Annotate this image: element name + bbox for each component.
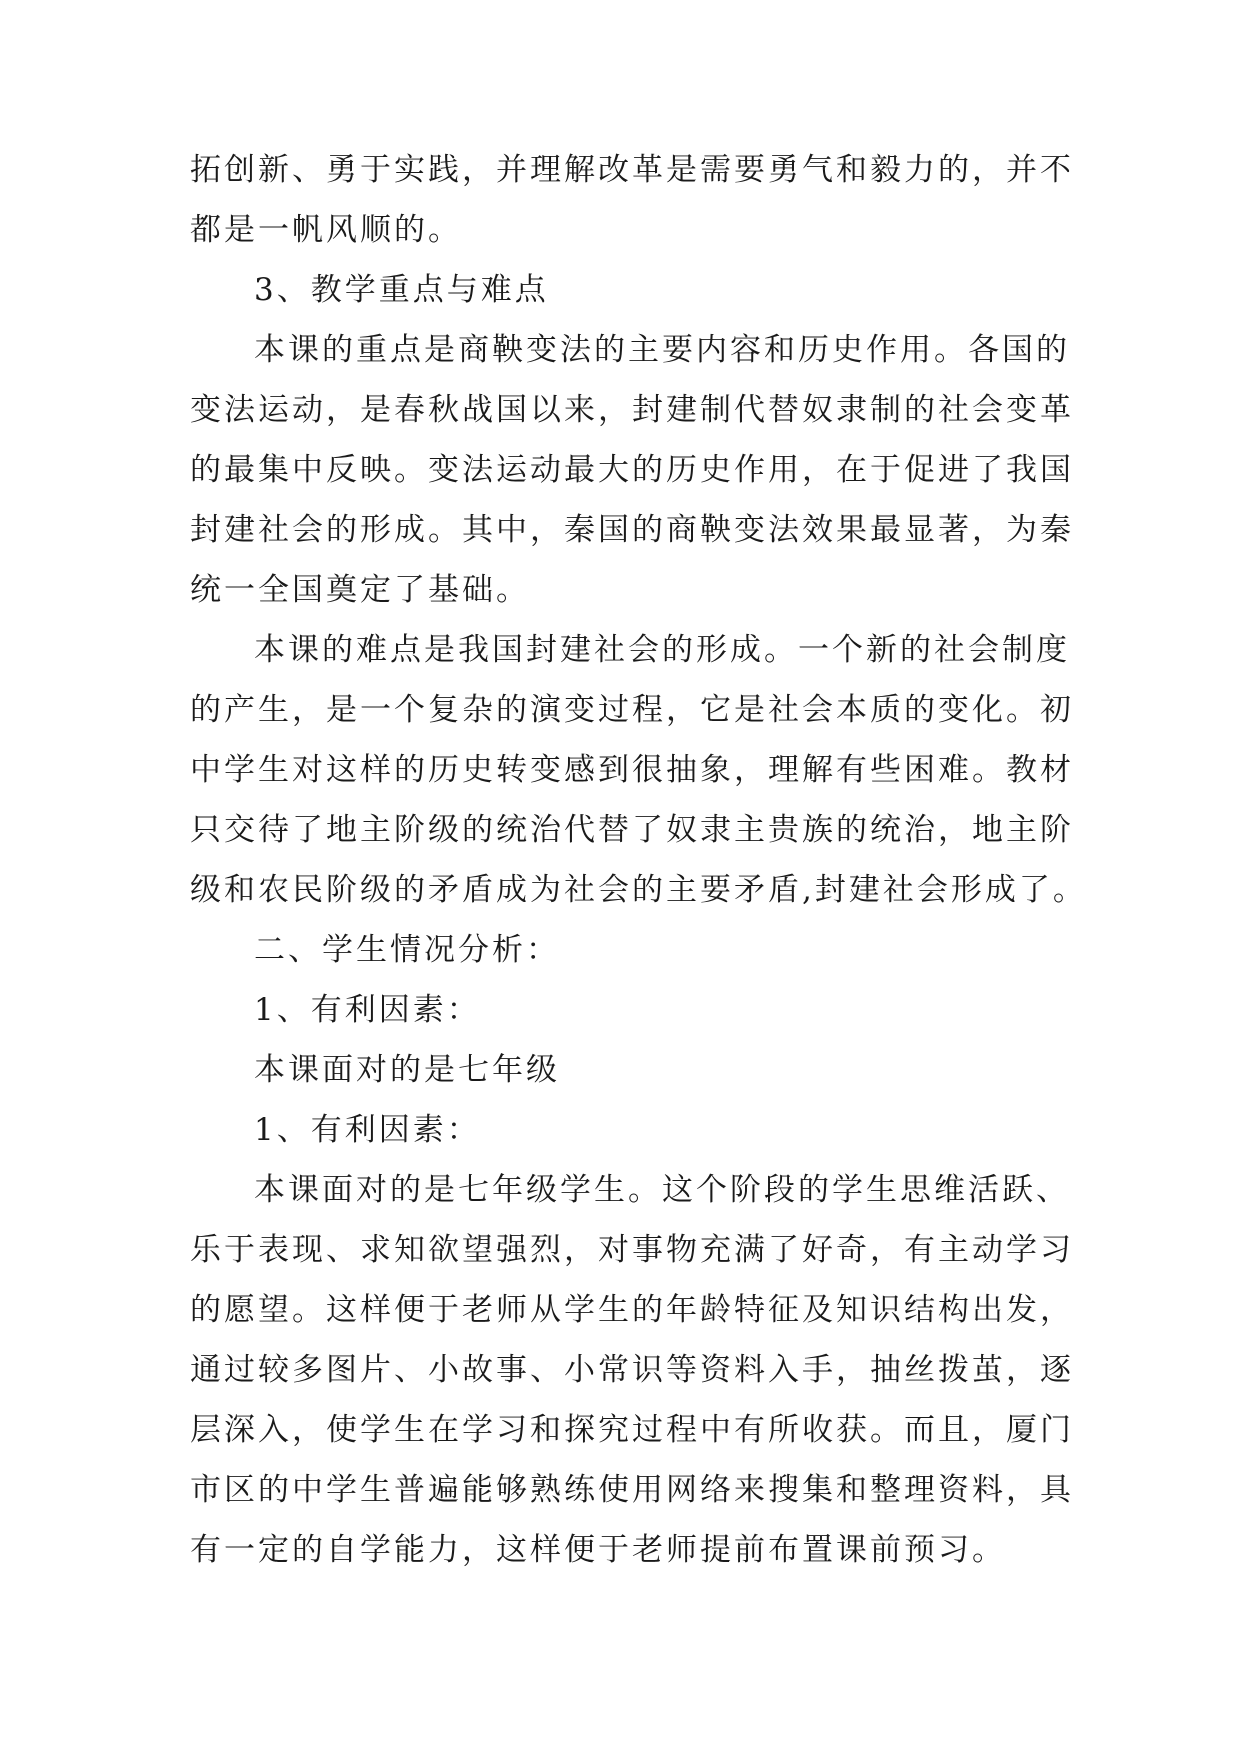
text-line: 层深入，使学生在学习和探究过程中有所收获。而且，厦门 bbox=[190, 1412, 1074, 1448]
text-line: 本课面对的是七年级学生。这个阶段的学生思维活跃、 bbox=[254, 1172, 1070, 1208]
text-line: 乐于表现、求知欲望强烈，对事物充满了好奇，有主动学习 bbox=[190, 1232, 1074, 1268]
subsection-heading: 1、有利因素： bbox=[254, 1112, 481, 1148]
section-heading: 二、学生情况分析： bbox=[254, 932, 560, 968]
text-line: 的愿望。这样便于老师从学生的年龄特征及知识结构出发， bbox=[190, 1292, 1074, 1328]
subsection-heading: 1、有利因素： bbox=[254, 992, 481, 1028]
text-line: 拓创新、勇于实践，并理解改革是需要勇气和毅力的，并不 bbox=[190, 152, 1074, 188]
text-line: 级和农民阶级的矛盾成为社会的主要矛盾,封建社会形成了。 bbox=[190, 872, 1087, 908]
section-heading: 3、教学重点与难点 bbox=[254, 272, 549, 308]
text-line: 封建社会的形成。其中，秦国的商鞅变法效果最显著，为秦 bbox=[190, 512, 1074, 548]
text-line: 的产生，是一个复杂的演变过程，它是社会本质的变化。初 bbox=[190, 692, 1074, 728]
text-line: 有一定的自学能力，这样便于老师提前布置课前预习。 bbox=[190, 1532, 1006, 1568]
text-line: 通过较多图片、小故事、小常识等资料入手，抽丝拨茧，逐 bbox=[190, 1352, 1074, 1388]
text-line: 统一全国奠定了基础。 bbox=[190, 572, 530, 608]
text-line: 变法运动，是春秋战国以来，封建制代替奴隶制的社会变革 bbox=[190, 392, 1074, 428]
text-line: 市区的中学生普遍能够熟练使用网络来搜集和整理资料，具 bbox=[190, 1472, 1074, 1508]
text-line: 中学生对这样的历史转变感到很抽象，理解有些困难。教材 bbox=[190, 752, 1074, 788]
text-line: 本课面对的是七年级 bbox=[254, 1052, 560, 1088]
text-line: 的最集中反映。变法运动最大的历史作用，在于促进了我国 bbox=[190, 452, 1074, 488]
text-line: 都是一帆风顺的。 bbox=[190, 212, 462, 248]
text-line: 只交待了地主阶级的统治代替了奴隶主贵族的统治，地主阶 bbox=[190, 812, 1074, 848]
text-line: 本课的难点是我国封建社会的形成。一个新的社会制度 bbox=[254, 632, 1070, 668]
text-line: 本课的重点是商鞅变法的主要内容和历史作用。各国的 bbox=[254, 332, 1070, 368]
